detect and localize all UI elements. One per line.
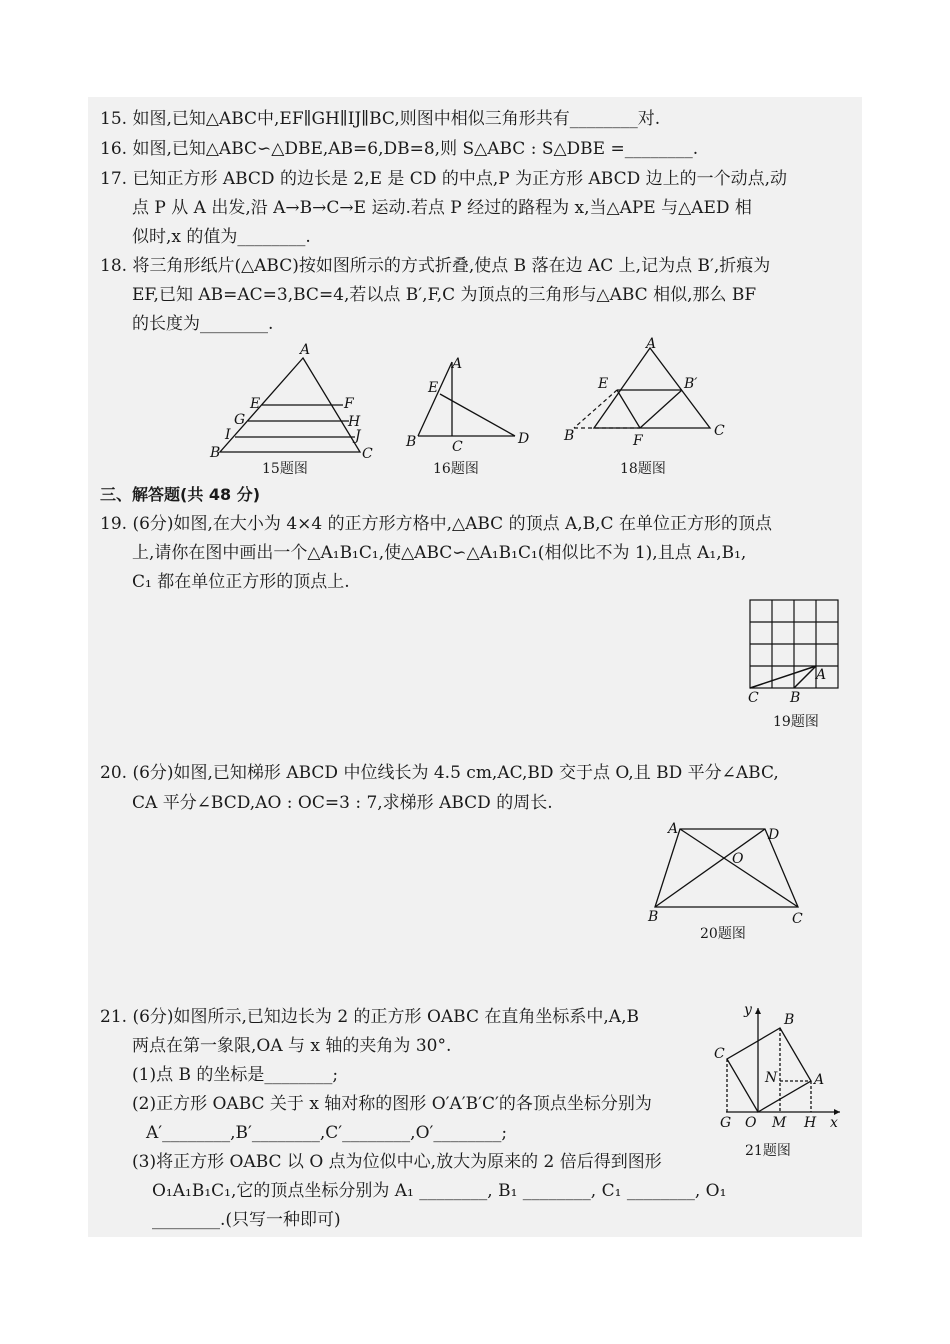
fig15-label-f: F [344,396,354,412]
fig21-label-g: G [720,1115,732,1131]
figure-16-caption: 16题图 [433,461,479,477]
fig18-label-e: E [598,376,609,392]
figure-19-caption: 19题图 [773,714,819,730]
fig15-label-e: E [250,396,261,412]
fig15-label-c: C [362,446,373,462]
question-17-line-3: 似时,x 的值为________. [132,227,311,247]
fig18-label-c: C [714,423,725,439]
question-21-line-6: (3)将正方形 OABC 以 O 点为位似中心,放大为原来的 2 倍后得到图形 [132,1152,662,1172]
fig21-label-a: A [814,1072,825,1088]
figure-15-caption: 15题图 [262,461,308,477]
fig16-label-b: B [406,434,417,450]
question-21-line-5: A′________,B′________,C′________,O′________; [146,1123,508,1143]
fig16-label-c: C [452,439,463,455]
figure-21-coordinate-square [712,1000,852,1135]
fig15-label-b: B [210,445,221,461]
fig16-label-a: A [452,356,463,372]
fig15-label-i: I [225,427,231,443]
fig21-label-h: H [804,1115,817,1131]
fig21-label-m: M [772,1115,787,1131]
fig19-label-b: B [790,690,801,706]
question-21-line-3: (1)点 B 的坐标是________; [132,1065,339,1085]
question-18-line-3: 的长度为________. [132,314,274,334]
fig18-label-a: A [646,336,657,352]
figure-20-caption: 20题图 [700,926,746,942]
figure-19-grid [740,596,850,716]
question-15: 15. 如图,已知△ABC中,EF∥GH∥IJ∥BC,则图中相似三角形共有________对. [100,109,661,129]
question-18-line-1: 18. 将三角形纸片(△ABC)按如图所示的方式折叠,使点 B 落在边 AC 上,记为点 B′,折痕为 [100,256,771,276]
fig18-label-b-prime: B′ [684,376,698,392]
question-19-line-1: 19. (6分)如图,在大小为 4×4 的正方形方格中,△ABC 的顶点 A,B,C 在单位正方形的顶点 [100,514,772,534]
fig15-label-g: G [234,412,246,428]
fig15-label-j: J [355,428,361,444]
question-21-line-2: 两点在第一象限,OA 与 x 轴的夹角为 30°. [132,1036,452,1056]
fig20-label-b: B [648,909,659,925]
fig20-label-c: C [792,911,803,927]
fig16-label-d: D [518,431,530,447]
fig15-label-h: H [348,414,361,430]
question-17-line-1: 17. 已知正方形 ABCD 的边长是 2,E 是 CD 的中点,P 为正方形 ABCD 边上的一个动点,动 [100,169,788,189]
fig20-label-d: D [768,827,780,843]
fig21-label-b: B [784,1012,795,1028]
question-20-line-2: CA 平分∠BCD,AO : OC=3 : 7,求梯形 ABCD 的周长. [132,793,553,813]
question-20-line-1: 20. (6分)如图,已知梯形 ABCD 中位线长为 4.5 cm,AC,BD 交于点 O,且 BD 平分∠ABC, [100,763,779,783]
fig21-label-y: y [744,1002,752,1018]
fig21-label-o: O [745,1115,757,1131]
figure-18 [560,336,740,456]
question-18-line-2: EF,已知 AB=AC=3,BC=4,若以点 B′,F,C 为顶点的三角形与△ABC 相似,那么 BF [132,285,757,305]
fig21-label-x: x [830,1115,838,1131]
fig21-label-c: C [714,1046,725,1062]
figure-18-caption: 18题图 [620,461,666,477]
fig16-label-e: E [428,380,439,396]
question-16: 16. 如图,已知△ABC∽△DBE,AB=6,DB=8,则 S△ABC : S△DBE =________. [100,139,699,159]
section-title: 三、解答题(共 48 分) [100,485,261,504]
fig19-label-c: C [748,690,759,706]
question-21-line-8: ________.(只写一种即可) [152,1210,341,1230]
question-17-line-2: 点 P 从 A 出发,沿 A→B→C→E 运动.若点 P 经过的路程为 x,当△APE 与△AED 相 [132,198,752,218]
fig19-label-a: A [816,667,827,683]
figure-15 [200,340,380,470]
fig21-label-n: N [765,1070,778,1086]
question-21-line-7: O₁A₁B₁C₁,它的顶点坐标分别为 A₁ ________, B₁ ________, C₁ ________, O₁ [152,1181,727,1201]
question-19-line-3: C₁ 都在单位正方形的顶点上. [132,572,350,592]
fig20-label-o: O [732,851,744,867]
fig18-label-b: B [564,428,575,444]
question-19-line-2: 上,请你在图中画出一个△A₁B₁C₁,使△ABC∽△A₁B₁C₁(相似比不为 1),且点 A₁,B₁, [132,543,747,563]
figure-16 [400,350,540,460]
question-21-line-4: (2)正方形 OABC 关于 x 轴对称的图形 O′A′B′C′的各顶点坐标分别为 [132,1094,652,1114]
fig20-label-a: A [668,821,679,837]
question-21-line-1: 21. (6分)如图所示,已知边长为 2 的正方形 OABC 在直角坐标系中,A,B [100,1007,639,1027]
figure-21-caption: 21题图 [745,1143,791,1159]
fig18-label-f: F [633,433,643,449]
fig15-label-a: A [300,342,311,358]
figure-20-trapezoid [640,815,820,925]
